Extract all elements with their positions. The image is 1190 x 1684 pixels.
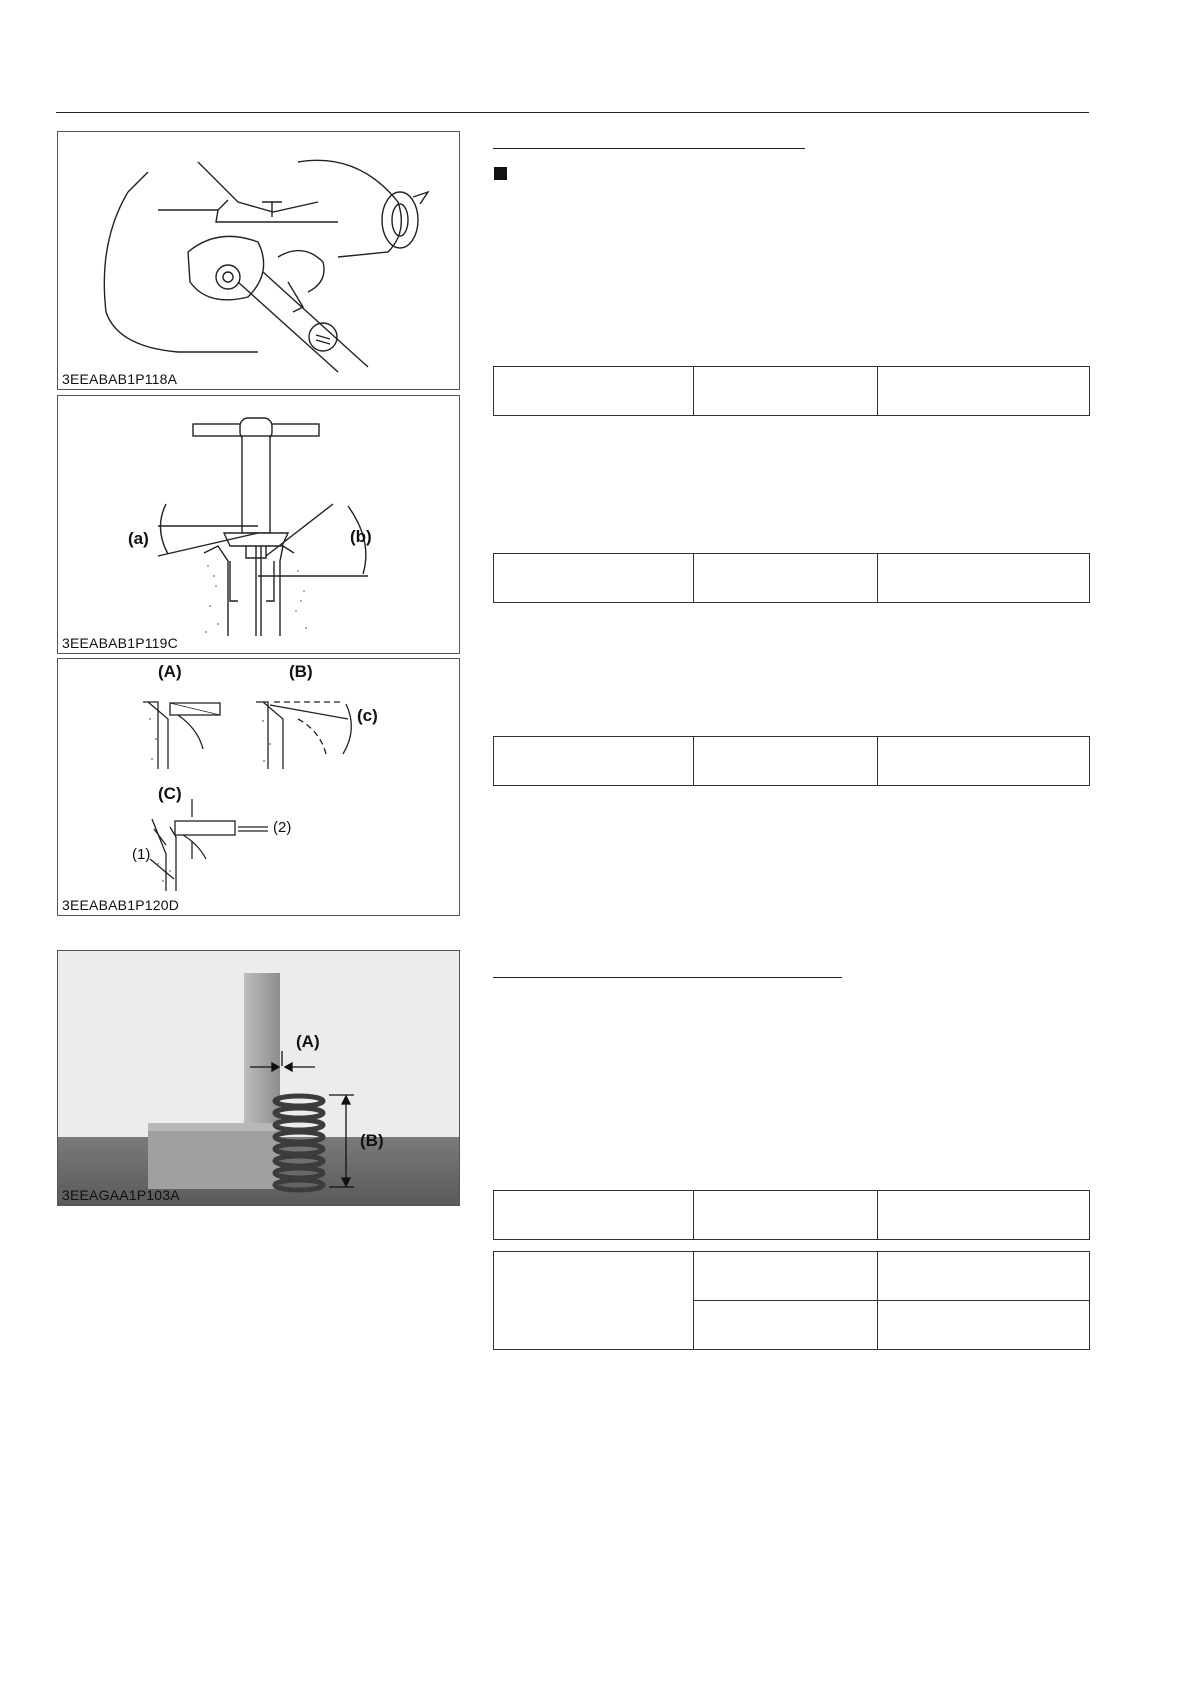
- label-item-1: (1): [132, 846, 151, 863]
- bullet-square-icon: [494, 167, 507, 180]
- table-row: [494, 367, 1090, 416]
- table-cell: [494, 1191, 694, 1240]
- label-squareness-a: (A): [296, 1032, 320, 1051]
- table-cell: [694, 1301, 878, 1350]
- table-cell: [878, 1252, 1090, 1301]
- figure-caption: 3EEABAB1P120D: [62, 897, 180, 913]
- table-cell: [694, 1191, 878, 1240]
- spec-table: [493, 1251, 1090, 1350]
- label-angle-a: (a): [128, 529, 149, 548]
- spec-table: [493, 553, 1090, 603]
- cutter-diagram: [58, 396, 459, 653]
- table-cell: [494, 1252, 694, 1350]
- table-cell: [878, 737, 1090, 786]
- figure-caption: 3EEAGAA1P103A: [62, 1187, 180, 1203]
- label-state-a: (A): [158, 662, 182, 681]
- table-cell: [878, 1301, 1090, 1350]
- section-heading-rule: [493, 977, 842, 978]
- header-rule: [56, 112, 1089, 113]
- spec-table: [493, 1190, 1090, 1240]
- spec-table: [493, 366, 1090, 416]
- label-angle-c: (c): [357, 706, 378, 725]
- table-cell: [494, 367, 694, 416]
- section-heading-rule: [493, 148, 805, 149]
- spec-table: [493, 736, 1090, 786]
- table-cell: [494, 554, 694, 603]
- table-cell: [694, 554, 878, 603]
- label-state-b: (B): [289, 662, 313, 681]
- label-angle-b: (b): [350, 527, 372, 546]
- seat-contact-diagram: [58, 659, 459, 915]
- figure-spring-squareness: [57, 950, 460, 1206]
- label-free-length-b: (B): [360, 1131, 384, 1150]
- table-cell: [694, 367, 878, 416]
- table-cell: [694, 1252, 878, 1301]
- grinder-illustration: [58, 132, 459, 389]
- table-cell: [694, 737, 878, 786]
- table-row: [494, 737, 1090, 786]
- figure-caption: 3EEABAB1P119C: [62, 635, 178, 651]
- table-cell: [494, 737, 694, 786]
- figure-valve-seat-grinding: [57, 131, 460, 390]
- spring-photo: [58, 951, 459, 1205]
- label-item-2: (2): [273, 819, 292, 836]
- figure-seat-contact: [57, 658, 460, 916]
- table-cell: [878, 1191, 1090, 1240]
- table-row: [494, 1252, 1090, 1301]
- table-row: [494, 554, 1090, 603]
- table-cell: [878, 367, 1090, 416]
- label-state-c: (C): [158, 784, 182, 803]
- figure-seat-cutter-angles: [57, 395, 460, 654]
- figure-caption: 3EEABAB1P118A: [62, 371, 178, 387]
- table-cell: [878, 554, 1090, 603]
- table-row: [494, 1191, 1090, 1240]
